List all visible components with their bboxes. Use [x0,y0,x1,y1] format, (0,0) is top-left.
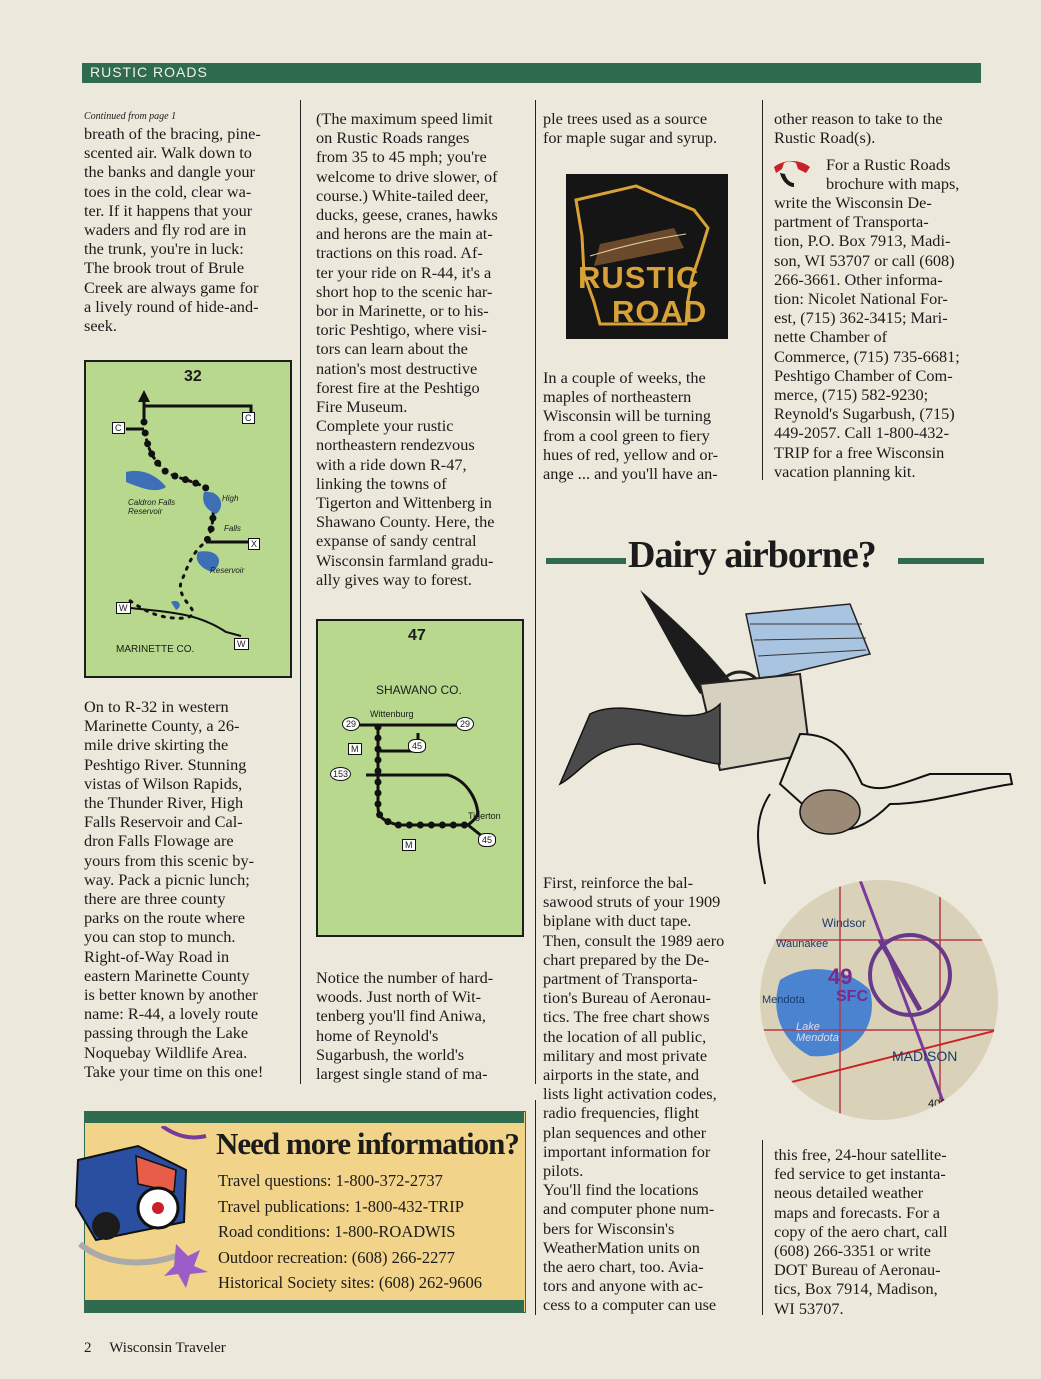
page-footer [84,1340,226,1357]
highway-shield: 153 [330,767,351,781]
route-number: 32 [184,368,202,385]
chart-label: Mendota [762,994,805,1006]
town-label: Tigerton [468,811,501,821]
chart-label: MADISON [892,1048,958,1064]
highway-shield: 29 [342,717,360,731]
county-road-shield: C [242,412,255,424]
article-paragraph: breath of the bracing, pine- scented air. Walk down to the banks and dangle your toes in the cold, clear wa- ter. If it happens that your waders and fly rod are in the trunk, you're in luck: The brook trout of Brule Creek are always game for a lively round of hide-and- seek. [84,124,261,336]
continued-note: Continued from page 1 [84,111,177,122]
info-line: Outdoor recreation: (608) 266-2277 [218,1248,455,1267]
county-label: MARINETTE CO. [116,644,195,655]
highway-shield: 45 [408,739,426,753]
chart-label: 249 [772,1080,793,1094]
route-map-32 [84,360,292,678]
chart-label: 400 [928,1098,947,1110]
county-road-shield: C [112,422,125,434]
info-box-bar [84,1300,524,1312]
chart-label: Waunakee [776,938,829,950]
info-box-bar [84,1111,524,1123]
article-paragraph: First, reinforce the bal- sawood struts of your 1909 biplane with duct tape. Then, consult the 1989 aero chart prepared by the De- partment of Transporta- tion's Bureau of Aeronau- tics. The free chart shows the location of all public, military and most private airports in the state, and lists light activation codes, radio frequencies, flight plan sequences and other important information for pilots. You'll find the locations and computer phone num- bers for Wisconsin's WeatherMation units on the aero chart, too. Avia- tors and anyone with ac- cess to a computer can use [543,873,725,1315]
route-map-47 [316,619,524,937]
sign-line: RUSTIC [578,260,700,295]
article-paragraph: Notice the number of hard- woods. Just north of Wit- tenberg you'll find Aniwa, home of Reynold's Sugarbush, the world's largest single stand of ma- [316,968,494,1084]
article-paragraph: write the Wisconsin De- partment of Transporta- tion, P.O. Box 7913, Madi- son, WI 53707 or call (608) 266-3661. Other informa- tion: Nicolet National For- est, (715) 362-3415; Mari- nette Chamber of Commerce, (715) 735-6681; Peshtigo Chamber of Com- merce, (715) 582-9230; Reynold's Sugarbush, (715) 449-2057. Call 1-800-432- TRIP for a free Wisconsin vacation planning kit. [774,193,960,481]
route-map-32-graphic [86,362,290,676]
column-rule [535,1100,536,1315]
section-header-bar [82,63,981,83]
reservoir-label: Reservoir [210,566,245,575]
info-line: Historical Society sites: (608) 262-9606 [218,1273,482,1292]
chart-label: Lake Mendota [796,1021,839,1044]
article-paragraph-lead: For a Rustic Roads brochure with maps, [826,155,960,194]
county-road-shield: M [348,743,362,755]
info-box-title: Need more information? [216,1126,519,1161]
county-road-shield: M [402,839,416,851]
aero-chart-circle [760,880,998,1120]
column-rule [762,1140,763,1315]
article-paragraph: other reason to take to the Rustic Road(s). [774,109,943,148]
article-paragraph: In a couple of weeks, the maples of northeastern Wisconsin will be turning from a cool green to fiery hues of red, yellow and or- ange ... and you'll have an- [543,368,719,484]
county-road-shield: W [116,602,131,614]
publication-name: Wisconsin Traveler [109,1340,226,1356]
county-road-shield: X [248,538,260,550]
article-paragraph: ple trees used as a source for maple sugar and syrup. [543,109,718,148]
page-number: 2 [84,1340,92,1356]
article-paragraph: this free, 24-hour satellite- fed service to get instanta- neous detailed weather maps and forecasts. For a copy of the aero chart, call (608) 266-3351 or write DOT Bureau of Aeronau- tics, Box 7914, Madison, WI 53707. [774,1145,948,1318]
info-line: Travel questions: 1-800-372-2737 [218,1171,443,1190]
rustic-road-sign [566,174,728,339]
chart-label: Windsor [822,916,867,930]
falls-label: Falls [224,524,241,533]
county-label: SHAWANO CO. [376,683,462,697]
phone-icon [772,157,812,194]
jeep-illustration [66,1126,214,1296]
article-paragraph: On to R-32 in western Marinette County, a 26- mile drive skirting the Peshtigo River. Stunning vistas of Wilson Rapids, the Thunder River, High Falls Reservoir and Cal- dron Falls Flowage are yours from this scenic by- way. Pack a picnic lunch; there are three county parks on the route where you can stop to munch. Right-of-Way Road in eastern Marinette County is better known by another name: R-44, a lovely route passing through the Lake Noquebay Wildlife Area. Take your time on this one! [84,697,264,1081]
reservoir-label: Caldron Falls Reservoir [128,498,176,516]
highway-shield: 29 [456,717,474,731]
column-rule [535,100,536,1084]
county-road-shield: W [234,638,249,650]
info-line: Road conditions: 1-800-ROADWIS [218,1222,456,1241]
town-label: Wittenburg [370,709,414,719]
column-rule [300,100,301,1084]
heading-rule [898,558,984,564]
section-heading: Dairy airborne? [628,534,876,576]
heading-rule [546,558,626,564]
high-label: High [222,494,239,503]
highway-shield: 45 [478,833,496,847]
chart-label: SFC [836,988,868,1005]
section-label: RUSTIC ROADS [90,64,208,80]
chart-label: 49 [828,964,853,989]
flying-man-illustration [550,584,1025,894]
route-number: 47 [408,627,426,644]
info-line: Travel publications: 1-800-432-TRIP [218,1197,464,1216]
article-paragraph: (The maximum speed limit on Rustic Roads ranges from 35 to 45 mph; you're welcome to drive slower, of course.) White-tailed deer, ducks, geese, cranes, hawks and herons are the main at- tractions on this road. Af- ter your ride on R-44, it's a short hop to the scenic har- bor in Marinette, or to his- toric Peshtigo, where visi- tors can learn about the nation's most destructive forest fire at the Peshtigo Fire Museum. Complete your rustic northeastern rendezvous with a ride down R-47, linking the towns of Tigerton and Wittenberg in Shawano County. Here, the expanse of sandy central Wisconsin farmland gradu- ally gives way to forest. [316,109,498,589]
column-rule [762,100,763,480]
sign-line: ROAD [612,294,708,329]
